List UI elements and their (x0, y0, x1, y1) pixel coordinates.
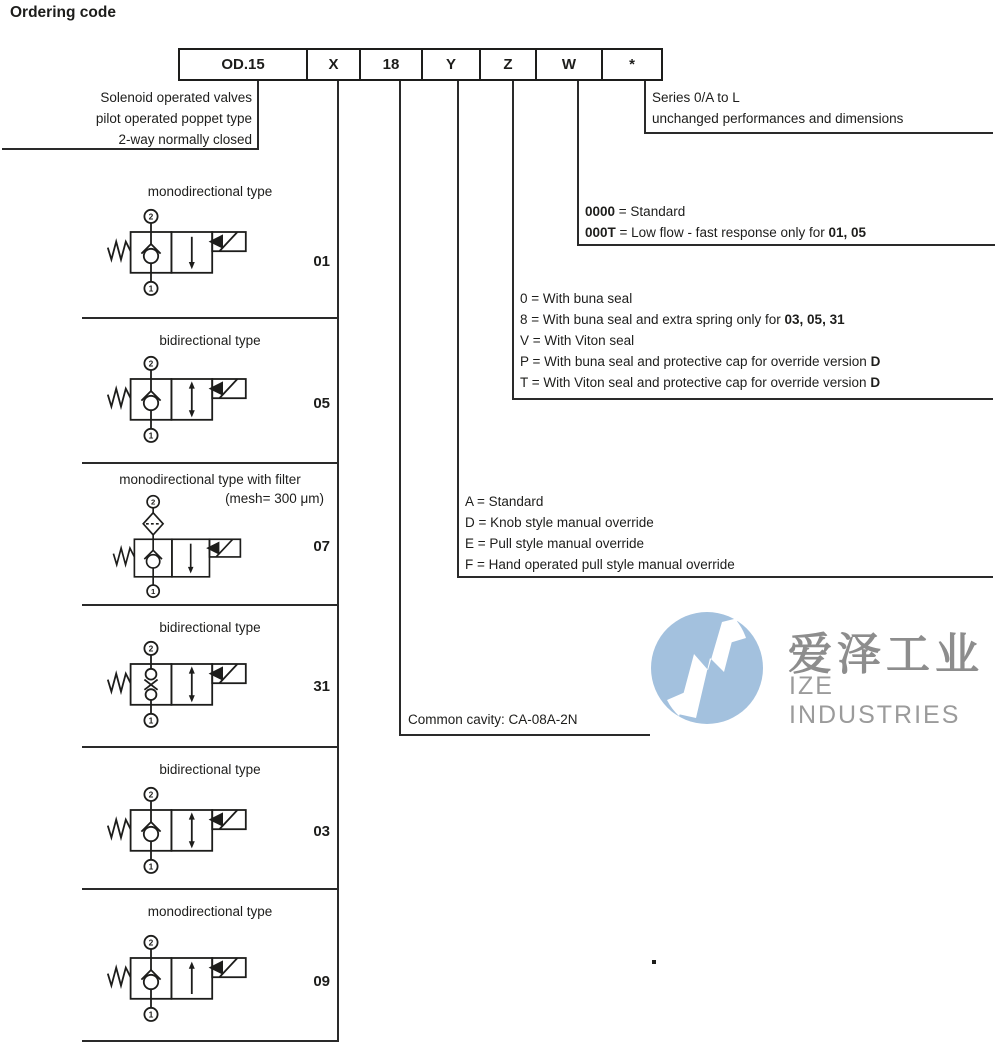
valve-type-label: monodirectional type with filter (119, 472, 301, 487)
valve-section-03 (82, 748, 338, 890)
valve-type-label: monodirectional type (147, 904, 273, 919)
code-box-y: Y (421, 48, 481, 81)
solenoid-icon (206, 539, 240, 557)
valve-section-07 (82, 464, 338, 606)
svg-text:2: 2 (148, 358, 154, 369)
solenoid-icon (209, 664, 246, 683)
valve-type-label: bidirectional type (159, 762, 261, 777)
port-1-icon (147, 585, 159, 597)
connector-star (644, 81, 646, 133)
svg-text:2: 2 (151, 497, 156, 507)
valve-description-note: Solenoid operated valves pilot operated poppet type 2-way normally closed (95, 90, 252, 147)
valve-type-sublabel: (mesh= 300 μm) (225, 491, 324, 506)
connector-18 (399, 81, 401, 736)
cavity-note: Common cavity: CA-08A-2N (408, 712, 578, 727)
valve-code: 01 (313, 253, 330, 270)
port-2-icon (144, 788, 157, 801)
ordering-code-boxes (178, 48, 663, 81)
svg-text:2: 2 (148, 211, 154, 222)
watermark-cn-text: 爱泽工业 (788, 630, 984, 679)
connector-z (512, 81, 514, 400)
svg-text:1: 1 (148, 861, 154, 872)
solenoid-icon (209, 958, 246, 977)
z-seal-options-note: 0 = With buna seal 8 = With buna seal and extra spring only for 03, 05, 31 V = With Viton seal P = With buna seal and protective cap for override version D T = With Viton seal and protective cap for override version D (520, 291, 881, 390)
valve-section-09 (82, 890, 338, 1042)
filter-icon (143, 513, 163, 535)
code-box-star: * (601, 48, 663, 81)
code-box-od15: OD.15 (178, 48, 308, 81)
page-title: Ordering code (10, 4, 116, 21)
connector-w (577, 81, 579, 245)
valve-code: 05 (313, 395, 330, 412)
check-valve-icon (141, 379, 160, 420)
ize-logo-icon (648, 610, 768, 728)
port-2-icon (144, 642, 157, 655)
underline-cavity (399, 734, 650, 736)
flow-arrow-double-icon (189, 381, 195, 417)
svg-text:1: 1 (148, 715, 154, 726)
valve-symbol-09 (103, 934, 253, 1024)
underline-w (577, 244, 995, 246)
connector-od15 (257, 81, 259, 149)
port-1-icon (144, 860, 157, 873)
port-1-icon (144, 1008, 157, 1021)
port-1-icon (144, 429, 157, 442)
svg-text:2: 2 (148, 643, 154, 654)
stray-dot (652, 960, 656, 964)
solenoid-icon (209, 232, 246, 251)
underline-z (512, 398, 993, 400)
port-1-icon (144, 282, 157, 295)
valve-code: 31 (313, 678, 330, 695)
w-options-note: 0000 = Standard 000T = Low flow - fast response only for 01, 05 (585, 204, 867, 240)
valve-symbol-01 (103, 208, 253, 298)
spring-icon (108, 242, 131, 260)
port-1-icon (144, 714, 157, 727)
check-valve-icon (141, 232, 160, 273)
spring-icon (108, 389, 131, 407)
flow-arrow-double-icon (189, 812, 195, 848)
spring-icon (108, 968, 131, 986)
underline-y (457, 576, 993, 578)
spring-icon (108, 820, 131, 838)
valve-section-31 (82, 606, 338, 748)
underline-series (644, 132, 993, 134)
valve-code: 03 (313, 823, 330, 840)
flow-arrow-down-icon (188, 544, 194, 574)
valve-symbol-03 (103, 786, 253, 876)
code-box-18: 18 (359, 48, 423, 81)
valve-symbol-07 (108, 494, 248, 600)
flow-arrow-up-icon (189, 962, 195, 994)
connector-y (457, 81, 459, 578)
valve-type-label: bidirectional type (159, 333, 261, 348)
port-2-icon (144, 210, 157, 223)
svg-text:2: 2 (148, 937, 154, 948)
check-valve-icon (144, 539, 162, 577)
flow-arrow-double-icon (189, 666, 195, 702)
check-valve-icon (141, 958, 160, 999)
check-valve-icon (141, 810, 160, 851)
valve-type-label: bidirectional type (159, 620, 261, 635)
code-box-x: X (306, 48, 361, 81)
y-override-options-note: A = Standard D = Knob style manual override E = Pull style manual override F = Hand operated pull style manual override (465, 494, 735, 572)
port-2-icon (144, 357, 157, 370)
svg-text:1: 1 (148, 283, 154, 294)
svg-text:1: 1 (151, 586, 156, 596)
solenoid-icon (209, 810, 246, 829)
series-note: Series 0/A to L unchanged performances and dimensions (652, 90, 904, 126)
code-box-w: W (535, 48, 603, 81)
svg-text:1: 1 (148, 430, 154, 441)
valve-symbol-05 (103, 355, 253, 445)
valve-type-label: monodirectional type (147, 184, 273, 199)
code-box-z: Z (479, 48, 537, 81)
spring-icon (108, 674, 131, 692)
svg-text:1: 1 (148, 1009, 154, 1020)
spring-icon (113, 548, 134, 565)
valve-code: 09 (313, 973, 330, 990)
solenoid-icon (209, 379, 246, 398)
valve-section-05 (82, 319, 338, 464)
svg-text:2: 2 (148, 789, 154, 800)
port-2-icon (144, 936, 157, 949)
watermark-en-text: IZE INDUSTRIES (789, 672, 961, 729)
valve-code: 07 (313, 538, 330, 555)
flow-arrow-down-icon (189, 237, 195, 269)
valve-section-01 (82, 170, 338, 319)
valve-symbol-31 (103, 640, 253, 730)
port-2-icon (147, 496, 159, 508)
double-check-valve-icon (144, 664, 157, 705)
